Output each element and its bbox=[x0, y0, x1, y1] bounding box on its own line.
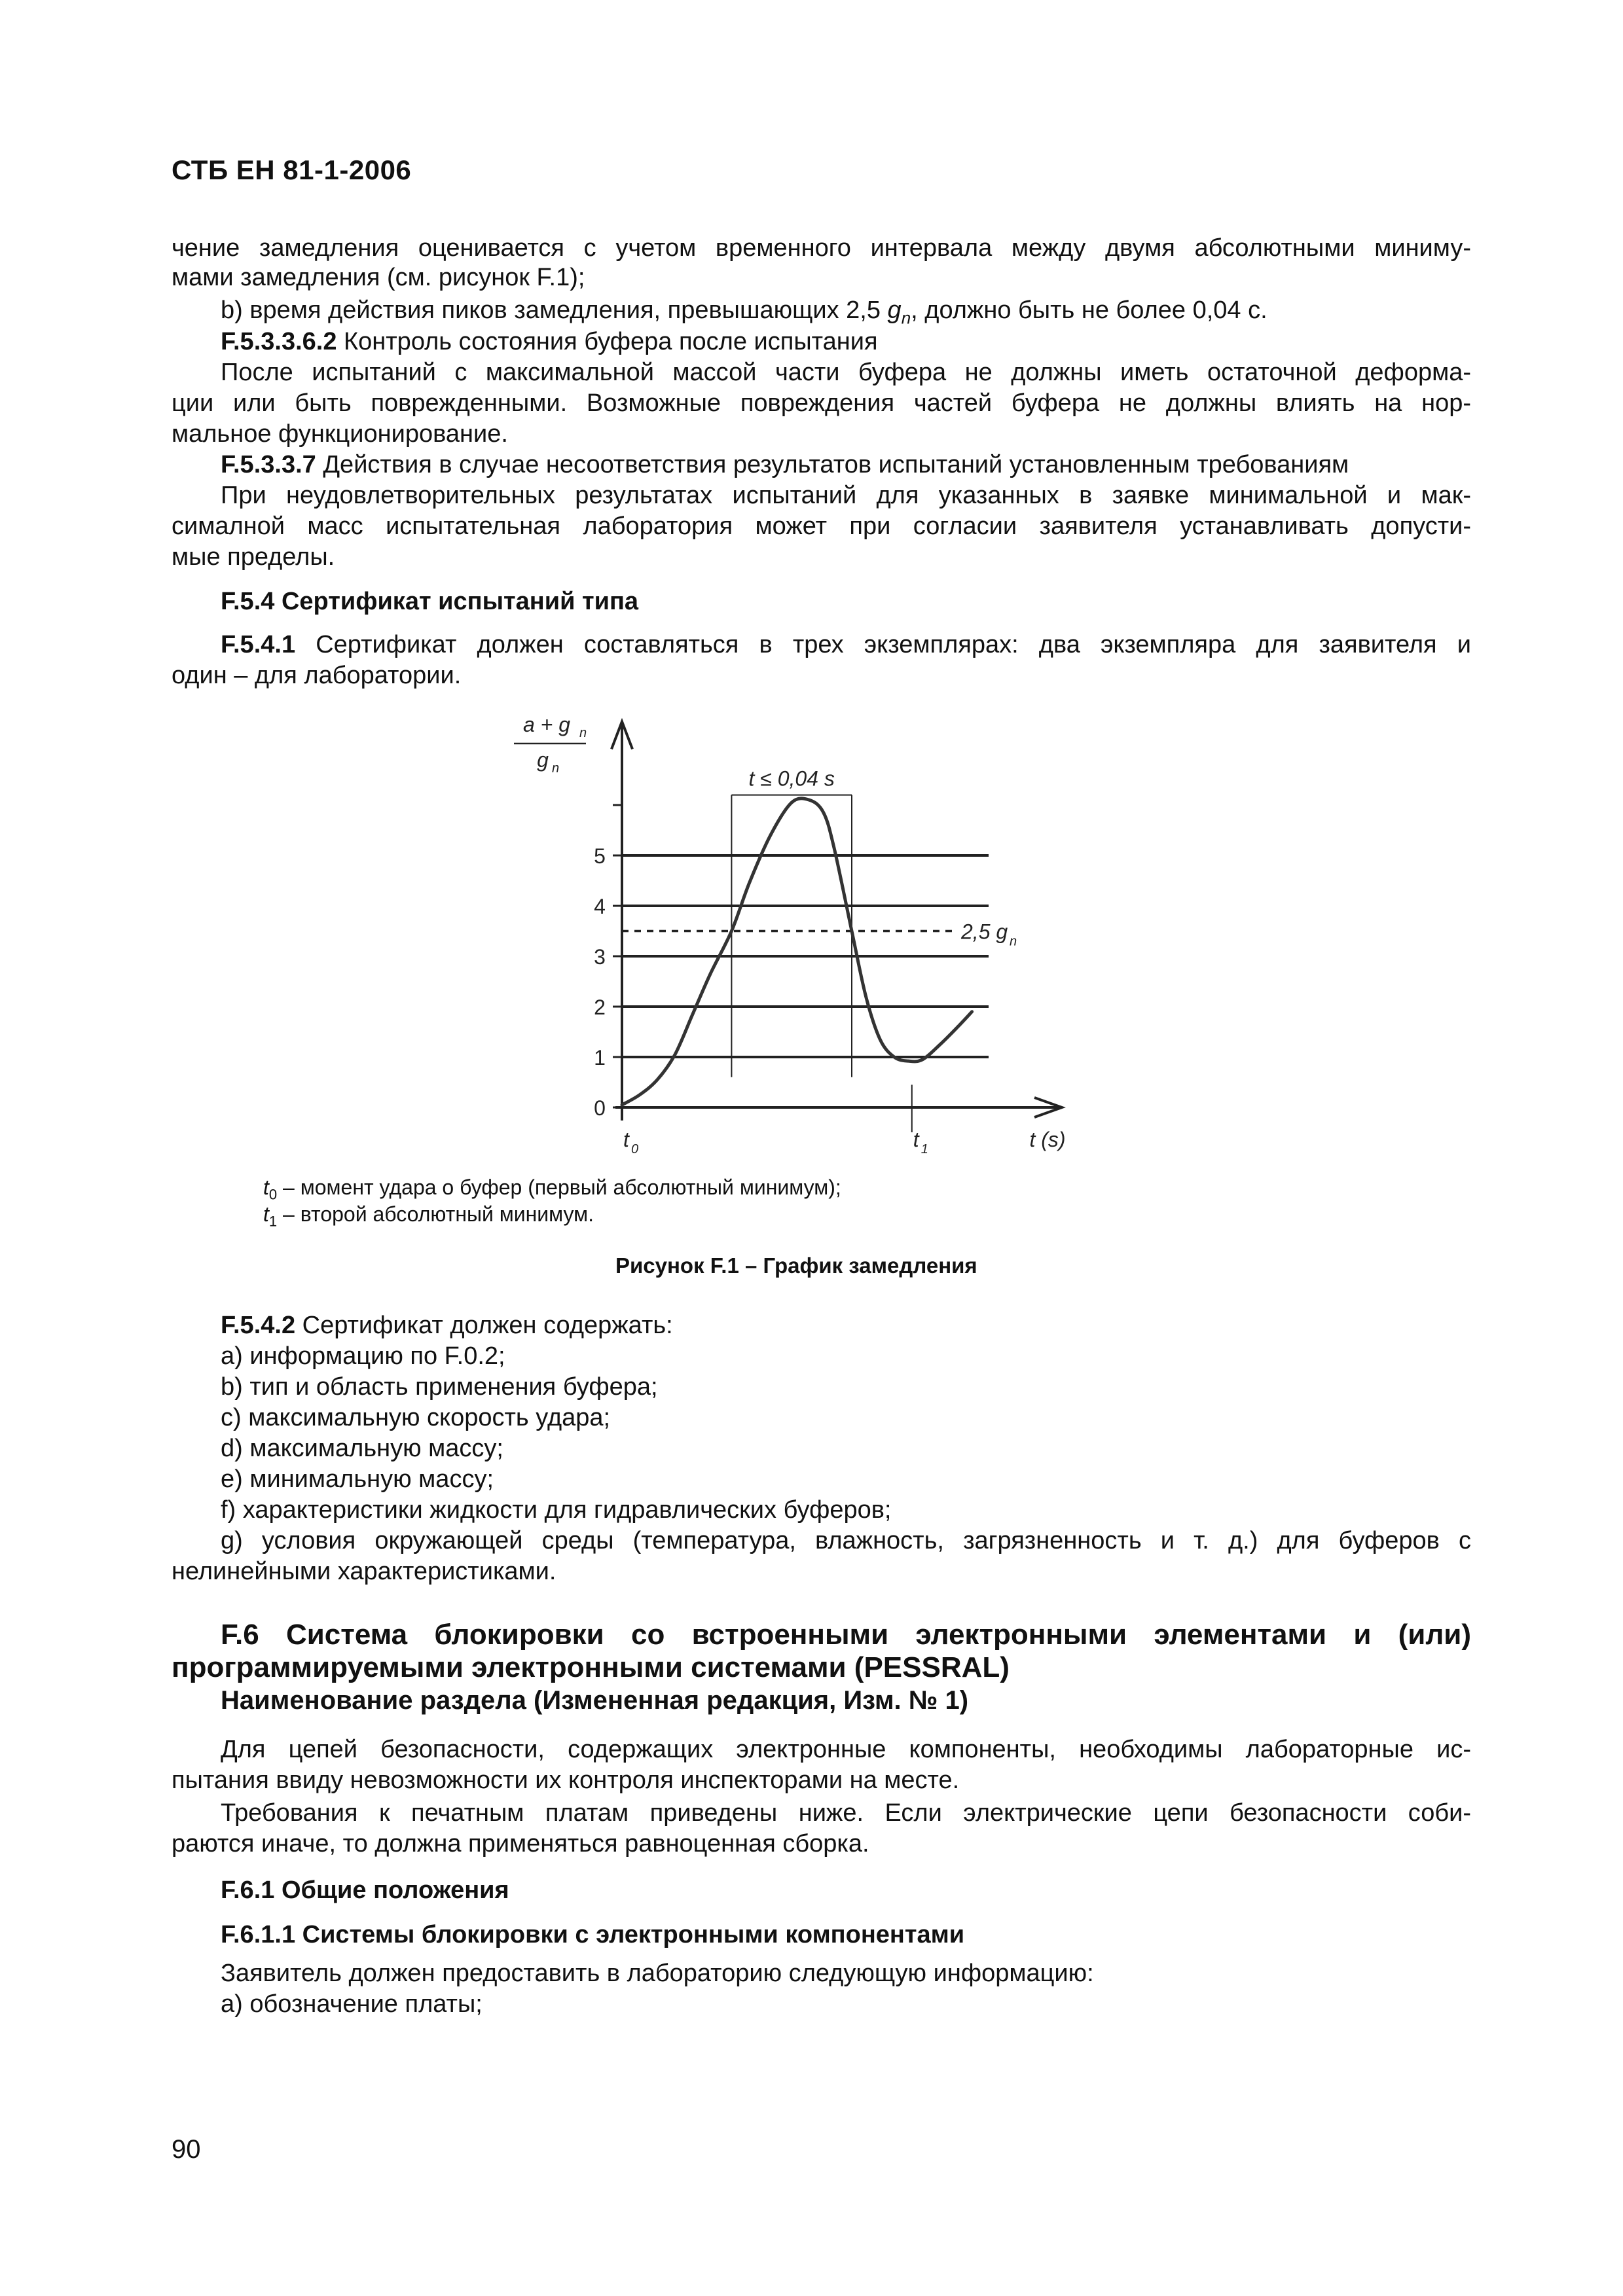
y-tick-label-2: 2 bbox=[594, 996, 606, 1019]
y-tick-label-1: 1 bbox=[594, 1046, 606, 1069]
item-g-line2: нелинейными характеристиками. bbox=[172, 1558, 556, 1585]
x-mark-label-1: t bbox=[913, 1128, 919, 1151]
y-tick-label-5: 5 bbox=[594, 844, 606, 868]
section-f541-number: F.5.4.1 bbox=[221, 631, 296, 658]
list-item-a: a) обозначение платы; bbox=[221, 1990, 483, 2018]
item-b-g: g bbox=[887, 296, 902, 324]
list-item: f) характеристики жидкости для гидравлических буферов; bbox=[221, 1496, 892, 1524]
y-label-denominator-sub: n bbox=[552, 761, 560, 776]
page-number: 90 bbox=[172, 2135, 201, 2164]
legend-t1-sub: 1 bbox=[268, 1213, 278, 1230]
figure-caption: Рисунок F.1 – График замедления bbox=[615, 1253, 977, 1278]
para4-line2: пытания ввиду невозможности их контроля инспекторами на месте. bbox=[172, 1767, 960, 1794]
threshold-label-sub: n bbox=[1010, 934, 1017, 949]
section-f542 bbox=[221, 1311, 1520, 1340]
para1-line2: мами замедления (см. рисунок F.1); bbox=[172, 264, 585, 291]
section-f6-heading-line2: программируемыми электронными системами (PESSRAL) bbox=[172, 1651, 1010, 1683]
section-f53362 bbox=[221, 327, 1520, 357]
section-f53362-title: Контроль состояния буфера после испытания bbox=[337, 328, 878, 355]
legend-t1-text: – второй абсолютный минимум. bbox=[277, 1202, 594, 1226]
para4-line1: Для цепей безопасности, содержащих электронные компоненты, необходимы лабораторные ис- bbox=[221, 1736, 1471, 1763]
x-mark-sub-1: 1 bbox=[921, 1142, 928, 1157]
section-f542-number: F.5.4.2 bbox=[221, 1312, 296, 1339]
para6: Заявитель должен предоставить в лабораторию следующую информацию: bbox=[221, 1960, 1094, 1987]
section-f611-heading: F.6.1.1 Системы блокировки с электронными компонентами bbox=[221, 1921, 965, 1948]
para2-line1: После испытаний с максимальной массой части буфера не должны иметь остаточной деформа- bbox=[221, 359, 1471, 386]
section-f5337-title: Действия в случае несоответствия результатов испытаний установленным требованиям bbox=[316, 451, 1349, 478]
list-item: b) тип и область применения буфера; bbox=[221, 1373, 658, 1401]
section-f53362-number: F.5.3.3.6.2 bbox=[221, 328, 337, 355]
y-tick-label-0: 0 bbox=[594, 1096, 606, 1120]
para1-line1: чение замедления оценивается с учетом временного интервала между двумя абсолютными миниму- bbox=[172, 234, 1471, 262]
list-item: a) информацию по F.0.2; bbox=[221, 1342, 505, 1370]
list-item: e) минимальную массу; bbox=[221, 1465, 494, 1493]
list-item: c) максимальную скорость удара; bbox=[221, 1404, 611, 1431]
y-tick-label-4: 4 bbox=[594, 895, 606, 918]
y-tick-label-3: 3 bbox=[594, 945, 606, 969]
para3-line2: сималной масс испытательная лаборатория может при согласии заявителя устанавливать допусти- bbox=[172, 512, 1471, 540]
para3-line3: мые пределы. bbox=[172, 543, 335, 571]
item-b-sub: n bbox=[901, 308, 911, 328]
section-f61-heading: F.6.1 Общие положения bbox=[221, 1876, 509, 1904]
item-b-post: , должно быть не более 0,04 с. bbox=[911, 296, 1267, 324]
page-header: СТБ ЕН 81-1-2006 bbox=[172, 154, 412, 185]
section-f54-heading: F.5.4 Сертификат испытаний типа bbox=[221, 588, 639, 615]
x-axis-label: t (s) bbox=[1029, 1128, 1066, 1151]
section-f541-line2: один – для лаборатории. bbox=[172, 662, 462, 689]
legend-t1 bbox=[263, 1202, 594, 1234]
para5-line1: Требования к печатным платам приведены ниже. Если электрические цепи безопасности соби- bbox=[221, 1799, 1471, 1827]
legend-t0-text: – момент удара о буфер (первый абсолютный минимум); bbox=[277, 1175, 841, 1199]
interval-label: t ≤ 0,04 s bbox=[748, 766, 835, 791]
legend-t1-symbol: t bbox=[263, 1202, 269, 1226]
section-f5337 bbox=[221, 450, 1520, 480]
section-f6-heading-line1: F.6 Система блокировки со встроенными электронными элементами и (или) bbox=[221, 1619, 1471, 1651]
series-line-0 bbox=[622, 798, 972, 1105]
threshold-label: 2,5 g bbox=[961, 920, 1008, 944]
legend-t0-symbol: t bbox=[263, 1175, 269, 1199]
legend-t0-sub: 0 bbox=[268, 1186, 278, 1203]
para2-line3: мальное функционирование. bbox=[172, 420, 508, 448]
section-f541-text: Сертификат должен составляться в трех экземплярах: два экземпляра для заявителя и bbox=[295, 631, 1471, 658]
deceleration-chart bbox=[484, 694, 1139, 1165]
item-b-text: b) время действия пиков замедления, превышающих 2,5 bbox=[221, 296, 888, 324]
para5-line2: раются иначе, то должна применяться равноценная сборка. bbox=[172, 1830, 869, 1857]
para2-line2: ции или быть поврежденными. Возможные повреждения частей буфера не должны влиять на нор- bbox=[172, 389, 1471, 417]
section-f542-title: Сертификат должен содержать: bbox=[295, 1312, 673, 1339]
list-item: d) максимальную массу; bbox=[221, 1435, 503, 1462]
para3-line1: При неудовлетворительных результатах испытаний для указанных в заявке минимальной и мак- bbox=[221, 482, 1471, 509]
section-f541-line1 bbox=[221, 630, 1471, 660]
item-g-line1: g) условия окружающей среды (температура, влажность, загрязненность и т. д.) для буферов с bbox=[221, 1527, 1471, 1554]
x-mark-sub-0: 0 bbox=[631, 1142, 639, 1157]
y-label-numerator: a + g bbox=[522, 713, 571, 736]
section-f5337-number: F.5.3.3.7 bbox=[221, 451, 316, 478]
y-label-numerator-sub: n bbox=[579, 726, 587, 740]
x-mark-label-0: t bbox=[623, 1128, 629, 1151]
y-label-denominator: g bbox=[537, 748, 549, 772]
section-f6-subtitle: Наименование раздела (Измененная редакция, Изм. № 1) bbox=[221, 1686, 969, 1715]
